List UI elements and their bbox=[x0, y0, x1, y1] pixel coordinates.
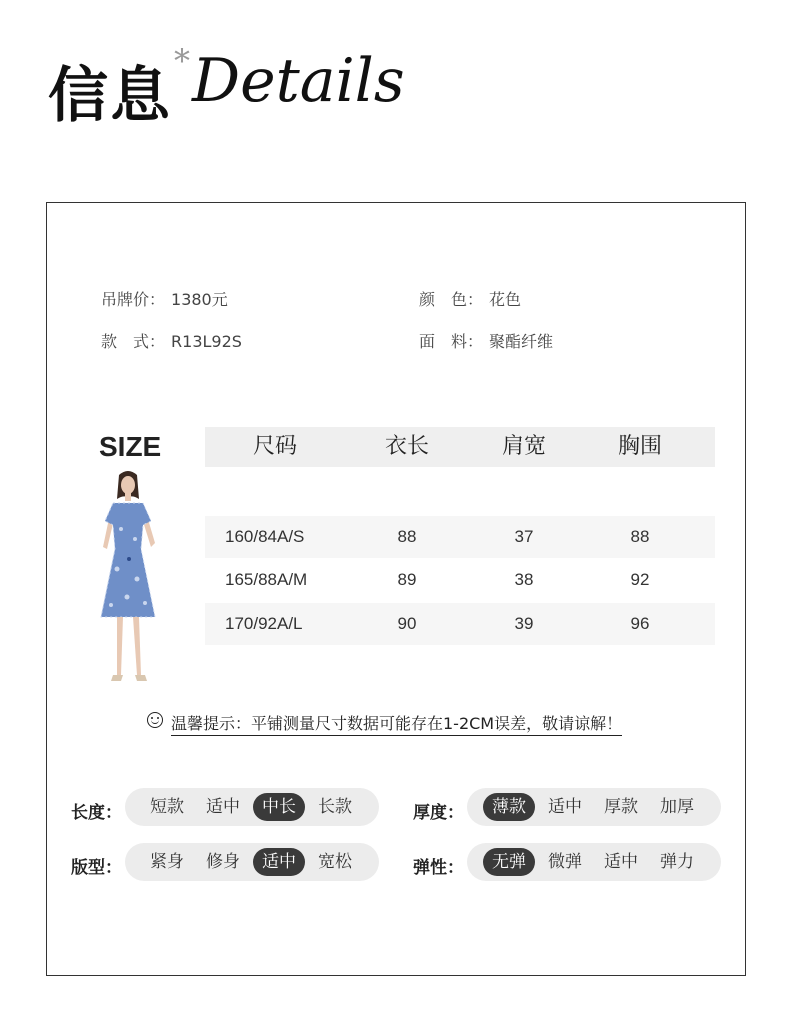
elasticity-option[interactable]: 弹力 bbox=[660, 852, 694, 872]
title-english: Details bbox=[192, 46, 405, 116]
cell-length: 89 bbox=[397, 570, 417, 589]
info-price bbox=[101, 287, 228, 310]
header-length: 衣长 bbox=[384, 434, 429, 459]
elasticity-option-selected[interactable]: 无弹 bbox=[483, 848, 535, 876]
cell-size: 170/92A/L bbox=[225, 614, 303, 633]
thickness-label: 厚度： bbox=[413, 803, 464, 823]
info-material bbox=[419, 329, 553, 352]
style-label: 款 式： bbox=[101, 332, 166, 351]
cell-size: 160/84A/S bbox=[225, 527, 305, 546]
cell-shoulder: 38 bbox=[514, 570, 534, 589]
elasticity-label: 弹性： bbox=[413, 858, 464, 878]
elasticity-option[interactable]: 微弹 bbox=[548, 852, 582, 872]
length-option[interactable]: 适中 bbox=[206, 797, 240, 817]
size-table-header bbox=[205, 427, 715, 467]
length-option[interactable]: 短款 bbox=[150, 797, 184, 817]
title-asterisk: * bbox=[174, 42, 190, 80]
thickness-selector bbox=[467, 788, 721, 826]
header-chest: 胸围 bbox=[617, 434, 662, 459]
color-label: 颜 色： bbox=[419, 290, 484, 309]
style-value: R13L92S bbox=[171, 332, 242, 351]
cell-chest: 96 bbox=[630, 614, 650, 633]
size-heading: SIZE bbox=[99, 431, 162, 462]
header-shoulder: 肩宽 bbox=[501, 434, 546, 459]
model-photo bbox=[93, 469, 163, 709]
length-option-selected[interactable]: 中长 bbox=[253, 793, 305, 821]
info-style bbox=[101, 329, 242, 352]
thickness-option[interactable]: 厚款 bbox=[604, 797, 638, 817]
price-label: 吊牌价： bbox=[101, 290, 166, 309]
material-label: 面 料： bbox=[419, 332, 484, 351]
fit-option[interactable]: 宽松 bbox=[318, 852, 352, 872]
table-row bbox=[205, 603, 715, 645]
cell-shoulder: 39 bbox=[514, 614, 534, 633]
thickness-option-selected[interactable]: 薄款 bbox=[483, 793, 535, 821]
elasticity-selector bbox=[467, 843, 721, 881]
length-selector bbox=[125, 788, 379, 826]
smile-icon bbox=[147, 712, 163, 728]
cell-size: 165/88A/M bbox=[225, 570, 308, 589]
cell-shoulder: 37 bbox=[514, 527, 534, 546]
length-option[interactable]: 长款 bbox=[318, 797, 352, 817]
thickness-option[interactable]: 适中 bbox=[548, 797, 582, 817]
price-value: 1380元 bbox=[171, 290, 228, 309]
fit-label: 版型： bbox=[71, 858, 122, 878]
color-value: 花色 bbox=[489, 290, 522, 309]
fit-selector bbox=[125, 843, 379, 881]
elasticity-option[interactable]: 适中 bbox=[604, 852, 638, 872]
cell-length: 90 bbox=[397, 614, 417, 633]
length-label: 长度： bbox=[71, 803, 122, 823]
info-color bbox=[419, 287, 521, 310]
fit-option[interactable]: 修身 bbox=[206, 852, 240, 872]
table-row bbox=[205, 516, 715, 558]
cell-chest: 88 bbox=[630, 527, 650, 546]
header-size: 尺码 bbox=[252, 434, 297, 459]
title-chinese: 信息 bbox=[48, 61, 172, 131]
cell-length: 88 bbox=[397, 527, 417, 546]
details-panel bbox=[46, 202, 746, 976]
tip-text: 温馨提示：平铺测量尺寸数据可能存在1-2CM误差，敬请谅解！ bbox=[171, 711, 622, 736]
fit-option[interactable]: 紧身 bbox=[150, 852, 184, 872]
cell-chest: 92 bbox=[630, 570, 650, 589]
table-row bbox=[205, 559, 715, 601]
fit-option-selected[interactable]: 适中 bbox=[253, 848, 305, 876]
thickness-option[interactable]: 加厚 bbox=[660, 797, 694, 817]
material-value: 聚酯纤维 bbox=[489, 332, 554, 351]
